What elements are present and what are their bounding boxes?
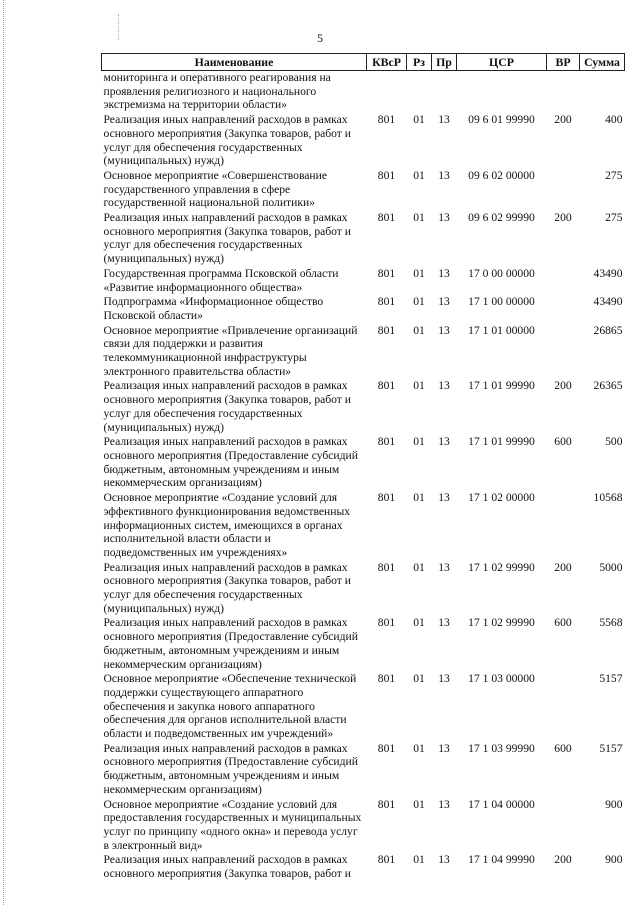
cell-kvsr: 801	[377, 560, 396, 574]
cell-vr	[547, 169, 580, 211]
cell-csr: 17 1 01 99990	[468, 435, 535, 449]
cell-name: Реализация иных направлений расходов в рамках основного мероприятия (Предоставление субсидий бюджетным, автономным учреждениям и иным некоммерческим организациям)	[103, 741, 358, 796]
header-vr: ВР	[547, 54, 580, 71]
cell-kvsr: 801	[377, 323, 396, 337]
table-row	[102, 379, 625, 435]
cell-pr: 13	[438, 323, 450, 337]
page-left-edge	[3, 0, 4, 905]
cell-pr: 13	[438, 616, 450, 630]
cell-name: Основное мероприятие «Создание условий для эффективного функционирования ведомственных информационных систем, имеющихся в органах исполнительной власти области и подведомственных им учреждениях»	[103, 491, 351, 559]
header-pr: Пр	[432, 54, 457, 71]
cell-csr: 17 1 02 00000	[468, 491, 535, 505]
cell-pr: 13	[438, 211, 450, 225]
cell-csr: 17 1 02 99990	[468, 560, 535, 574]
cell-vr: 200	[554, 379, 572, 393]
cell-vr: 600	[554, 616, 572, 630]
table-row	[102, 211, 625, 267]
cell-rz: 01	[413, 672, 425, 686]
header-name: Наименование	[102, 54, 367, 71]
cell-rz	[407, 71, 432, 114]
cell-rz: 01	[413, 435, 425, 449]
table-row	[102, 798, 625, 854]
table-row	[102, 169, 625, 211]
cell-pr: 13	[438, 295, 450, 309]
table-body	[102, 71, 625, 882]
cell-csr: 17 1 01 99990	[468, 379, 535, 393]
cell-sum: 400	[605, 113, 623, 127]
cell-rz: 01	[413, 560, 425, 574]
cell-rz: 01	[413, 491, 425, 505]
cell-name: Реализация иных направлений расходов в рамках основного мероприятия (Закупка товаров, работ и услуг для обеспечения государственных (муниципальных) нужд)	[103, 211, 351, 266]
cell-csr: 09 6 01 99990	[468, 113, 535, 127]
cell-pr: 13	[438, 168, 450, 182]
cell-name: мониторинга и оперативного реагирования на проявления религиозного и национального экстремизма на территории области»	[103, 71, 331, 112]
cell-sum: 5000	[599, 560, 623, 574]
cell-name: Реализация иных направлений расходов в рамках основного мероприятия (Закупка товаров, работ и услуг для обеспечения государственных (муниципальных) нужд)	[103, 379, 351, 434]
cell-vr	[547, 672, 580, 742]
cell-name: Основное мероприятие «Привлечение организаций связи для поддержки и развития телекоммуникационной инфраструктуры электронного правительства области»	[103, 323, 358, 378]
table-row	[102, 491, 625, 561]
cell-name: Государственная программа Псковской области «Развитие информационного общества»	[103, 266, 339, 294]
cell-rz: 01	[413, 113, 425, 127]
cell-name: Реализация иных направлений расходов в рамках основного мероприятия (Предоставление субсидий бюджетным, автономным учреждениям и иным некоммерческим организациям)	[103, 435, 358, 490]
cell-vr: 200	[554, 113, 572, 127]
cell-sum: 5568	[599, 616, 623, 630]
cell-rz: 01	[413, 797, 425, 811]
cell-kvsr: 801	[377, 379, 396, 393]
cell-vr: 200	[554, 211, 572, 225]
cell-kvsr: 801	[377, 616, 396, 630]
cell-vr	[547, 267, 580, 295]
table-row	[102, 672, 625, 742]
cell-sum: 900	[605, 797, 623, 811]
header-csr: ЦСР	[457, 54, 547, 71]
header-kvsr: КВсР	[367, 54, 407, 71]
cell-sum: 10568	[593, 491, 623, 505]
cell-csr: 09 6 02 00000	[468, 168, 535, 182]
cell-kvsr: 801	[377, 491, 396, 505]
cell-kvsr: 801	[377, 672, 396, 686]
cell-sum: 900	[605, 853, 623, 867]
cell-name: Реализация иных направлений расходов в рамках основного мероприятия (Предоставление субсидий бюджетным, автономным учреждениям и иным некоммерческим организациям)	[103, 616, 358, 671]
table-row	[102, 71, 625, 114]
cell-csr	[457, 71, 547, 114]
cell-sum: 500	[605, 435, 623, 449]
cell-rz: 01	[413, 168, 425, 182]
cell-name: Подпрограмма «Информационное общество Псковской области»	[103, 295, 324, 322]
cell-csr: 17 0 00 00000	[468, 266, 535, 280]
page-number: 5	[317, 31, 323, 45]
budget-table	[101, 53, 625, 882]
cell-name: Основное мероприятие «Совершенствование государственного управления в сфере государственной национальной политики»	[103, 168, 327, 210]
table-row	[102, 616, 625, 672]
cell-csr: 09 6 02 99990	[468, 211, 535, 225]
table-row	[102, 853, 625, 881]
cell-csr: 17 1 03 99990	[468, 741, 535, 755]
cell-csr: 17 1 02 99990	[468, 616, 535, 630]
cell-pr: 13	[438, 560, 450, 574]
cell-pr	[432, 71, 457, 114]
cell-kvsr: 801	[377, 741, 396, 755]
cell-vr	[547, 324, 580, 380]
cell-rz: 01	[413, 853, 425, 867]
cell-name: Реализация иных направлений расходов в рамках основного мероприятия (Закупка товаров, работ и услуг для обеспечения государственных (муниципальных) нужд)	[103, 560, 351, 615]
cell-pr: 13	[438, 797, 450, 811]
table-row	[102, 295, 625, 323]
cell-kvsr: 801	[377, 853, 396, 867]
cell-kvsr: 801	[377, 113, 396, 127]
header-sum: Сумма	[580, 54, 625, 71]
cell-rz: 01	[413, 266, 425, 280]
cell-sum: 26365	[593, 379, 623, 393]
cell-pr: 13	[438, 491, 450, 505]
cell-vr	[547, 491, 580, 561]
cell-rz: 01	[413, 616, 425, 630]
cell-pr: 13	[438, 853, 450, 867]
cell-kvsr: 801	[377, 295, 396, 309]
cell-pr: 13	[438, 672, 450, 686]
cell-sum: 43490	[593, 295, 623, 309]
cell-vr	[547, 71, 580, 114]
cell-kvsr: 801	[377, 797, 396, 811]
cell-vr: 600	[554, 741, 572, 755]
cell-csr: 17 1 00 00000	[468, 295, 535, 309]
cell-rz: 01	[413, 323, 425, 337]
cell-sum: 275	[605, 168, 623, 182]
cell-sum: 26865	[593, 323, 623, 337]
cell-name: Реализация иных направлений расходов в рамках основного мероприятия (Закупка товаров, работ и	[103, 853, 351, 881]
cell-sum: 275	[605, 211, 623, 225]
cell-kvsr: 801	[377, 266, 396, 280]
cell-csr: 17 1 04 99990	[468, 853, 535, 867]
cell-vr: 200	[554, 560, 572, 574]
cell-vr	[547, 295, 580, 323]
cell-kvsr	[367, 71, 407, 114]
cell-name: Основное мероприятие «Создание условий для предоставления государственных и муниципальных услуг по принципу «одного окна» и перевода услуг в электронный вид»	[103, 797, 362, 852]
header-rz: Рз	[407, 54, 432, 71]
cell-rz: 01	[413, 295, 425, 309]
cell-name: Реализация иных направлений расходов в рамках основного мероприятия (Закупка товаров, работ и услуг для обеспечения государственных (муниципальных) нужд)	[103, 113, 351, 168]
cell-sum: 5157	[599, 672, 623, 686]
cell-vr	[547, 798, 580, 854]
cell-csr: 17 1 03 00000	[468, 672, 535, 686]
cell-sum: 5157	[599, 741, 623, 755]
cell-rz: 01	[413, 211, 425, 225]
cell-rz: 01	[413, 379, 425, 393]
cell-kvsr: 801	[377, 211, 396, 225]
cell-pr: 13	[438, 113, 450, 127]
table-row	[102, 742, 625, 798]
table-row	[102, 561, 625, 617]
table-row	[102, 267, 625, 295]
table-header-row	[102, 54, 625, 71]
cell-csr: 17 1 01 00000	[468, 323, 535, 337]
cell-sum: 43490	[593, 266, 623, 280]
cell-name: Основное мероприятие «Обеспечение технической поддержки существующего аппаратного обеспечения и закупка нового аппаратного обеспечения для органов исполнительной власти области и подведомственных им учреждений»	[103, 672, 357, 741]
cell-pr: 13	[438, 379, 450, 393]
cell-vr: 600	[554, 435, 572, 449]
cell-kvsr: 801	[377, 435, 396, 449]
table-row	[102, 324, 625, 380]
cell-pr: 13	[438, 266, 450, 280]
table-row	[102, 435, 625, 491]
cell-pr: 13	[438, 741, 450, 755]
cell-rz: 01	[413, 741, 425, 755]
cell-csr: 17 1 04 00000	[468, 797, 535, 811]
table-row	[102, 113, 625, 169]
cell-kvsr: 801	[377, 168, 396, 182]
cell-sum	[580, 71, 625, 114]
cell-vr: 200	[554, 853, 572, 867]
cell-pr: 13	[438, 435, 450, 449]
